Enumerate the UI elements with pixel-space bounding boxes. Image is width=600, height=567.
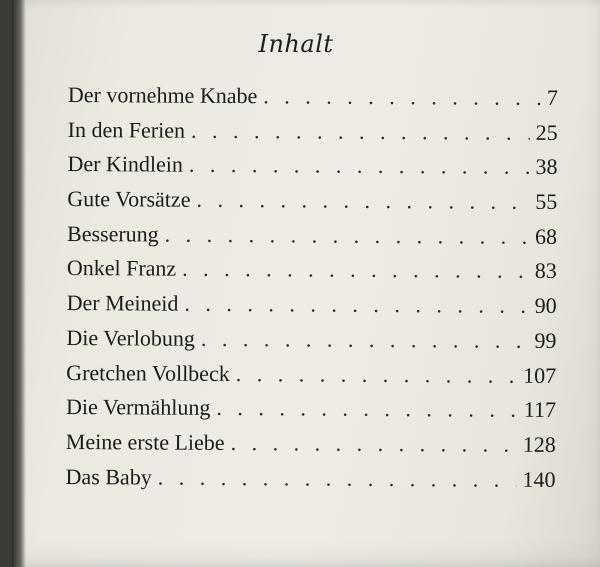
entry-page-number: 140 bbox=[522, 466, 556, 492]
toc-entry bbox=[66, 325, 556, 363]
dot-leader bbox=[189, 152, 530, 180]
entry-page-number: 107 bbox=[523, 362, 557, 388]
entry-title: Das Baby bbox=[65, 463, 152, 490]
entry-title: Der Kindlein bbox=[67, 151, 184, 178]
entry-title: Die Vermählung bbox=[65, 394, 211, 421]
entry-title: Gute Vorsätze bbox=[67, 186, 191, 212]
table-of-contents bbox=[65, 82, 558, 501]
entry-page-number: 68 bbox=[534, 223, 558, 249]
entry-title: Besserung bbox=[66, 220, 159, 247]
spine-shadow bbox=[12, 0, 26, 567]
entry-page-number: 128 bbox=[522, 431, 556, 457]
toc-entry bbox=[65, 464, 555, 502]
dot-leader bbox=[182, 256, 529, 284]
toc-entry bbox=[68, 82, 558, 120]
dot-leader bbox=[196, 187, 529, 215]
dot-leader bbox=[263, 83, 541, 111]
toc-entry bbox=[67, 255, 557, 293]
toc-entry bbox=[66, 394, 556, 432]
entry-page-number: 90 bbox=[534, 292, 557, 319]
dot-leader bbox=[216, 395, 518, 423]
toc-entry bbox=[66, 359, 556, 397]
entry-page-number: 25 bbox=[535, 119, 558, 145]
toc-entry bbox=[66, 429, 556, 467]
entry-page-number: 7 bbox=[546, 84, 558, 110]
entry-page-number: 99 bbox=[534, 327, 557, 353]
entry-page-number: 117 bbox=[523, 396, 557, 423]
dot-leader bbox=[191, 117, 530, 145]
entry-title: Meine erste Liebe bbox=[65, 428, 225, 455]
entry-page-number: 83 bbox=[534, 258, 557, 284]
dot-leader bbox=[236, 361, 518, 389]
entry-page-number: 38 bbox=[535, 154, 558, 180]
dot-leader bbox=[184, 291, 528, 319]
dot-leader bbox=[158, 464, 517, 492]
entry-page-number: 55 bbox=[535, 188, 558, 215]
entry-title: Der vornehme Knabe bbox=[67, 82, 258, 109]
page-heading: Inhalt bbox=[258, 30, 334, 58]
entry-title: Die Verlobung bbox=[66, 324, 196, 351]
toc-entry bbox=[68, 117, 558, 155]
dot-leader bbox=[201, 326, 529, 354]
dot-leader bbox=[165, 221, 529, 249]
toc-entry bbox=[67, 151, 557, 189]
entry-title: In den Ferien bbox=[67, 116, 186, 143]
toc-entry bbox=[67, 221, 557, 259]
book-page bbox=[12, 0, 600, 567]
toc-entry bbox=[67, 290, 557, 328]
dot-leader bbox=[231, 430, 517, 458]
entry-title: Gretchen Vollbeck bbox=[66, 359, 230, 386]
toc-entry bbox=[67, 186, 557, 224]
entry-title: Der Meineid bbox=[66, 290, 179, 316]
entry-title: Onkel Franz bbox=[66, 255, 177, 282]
